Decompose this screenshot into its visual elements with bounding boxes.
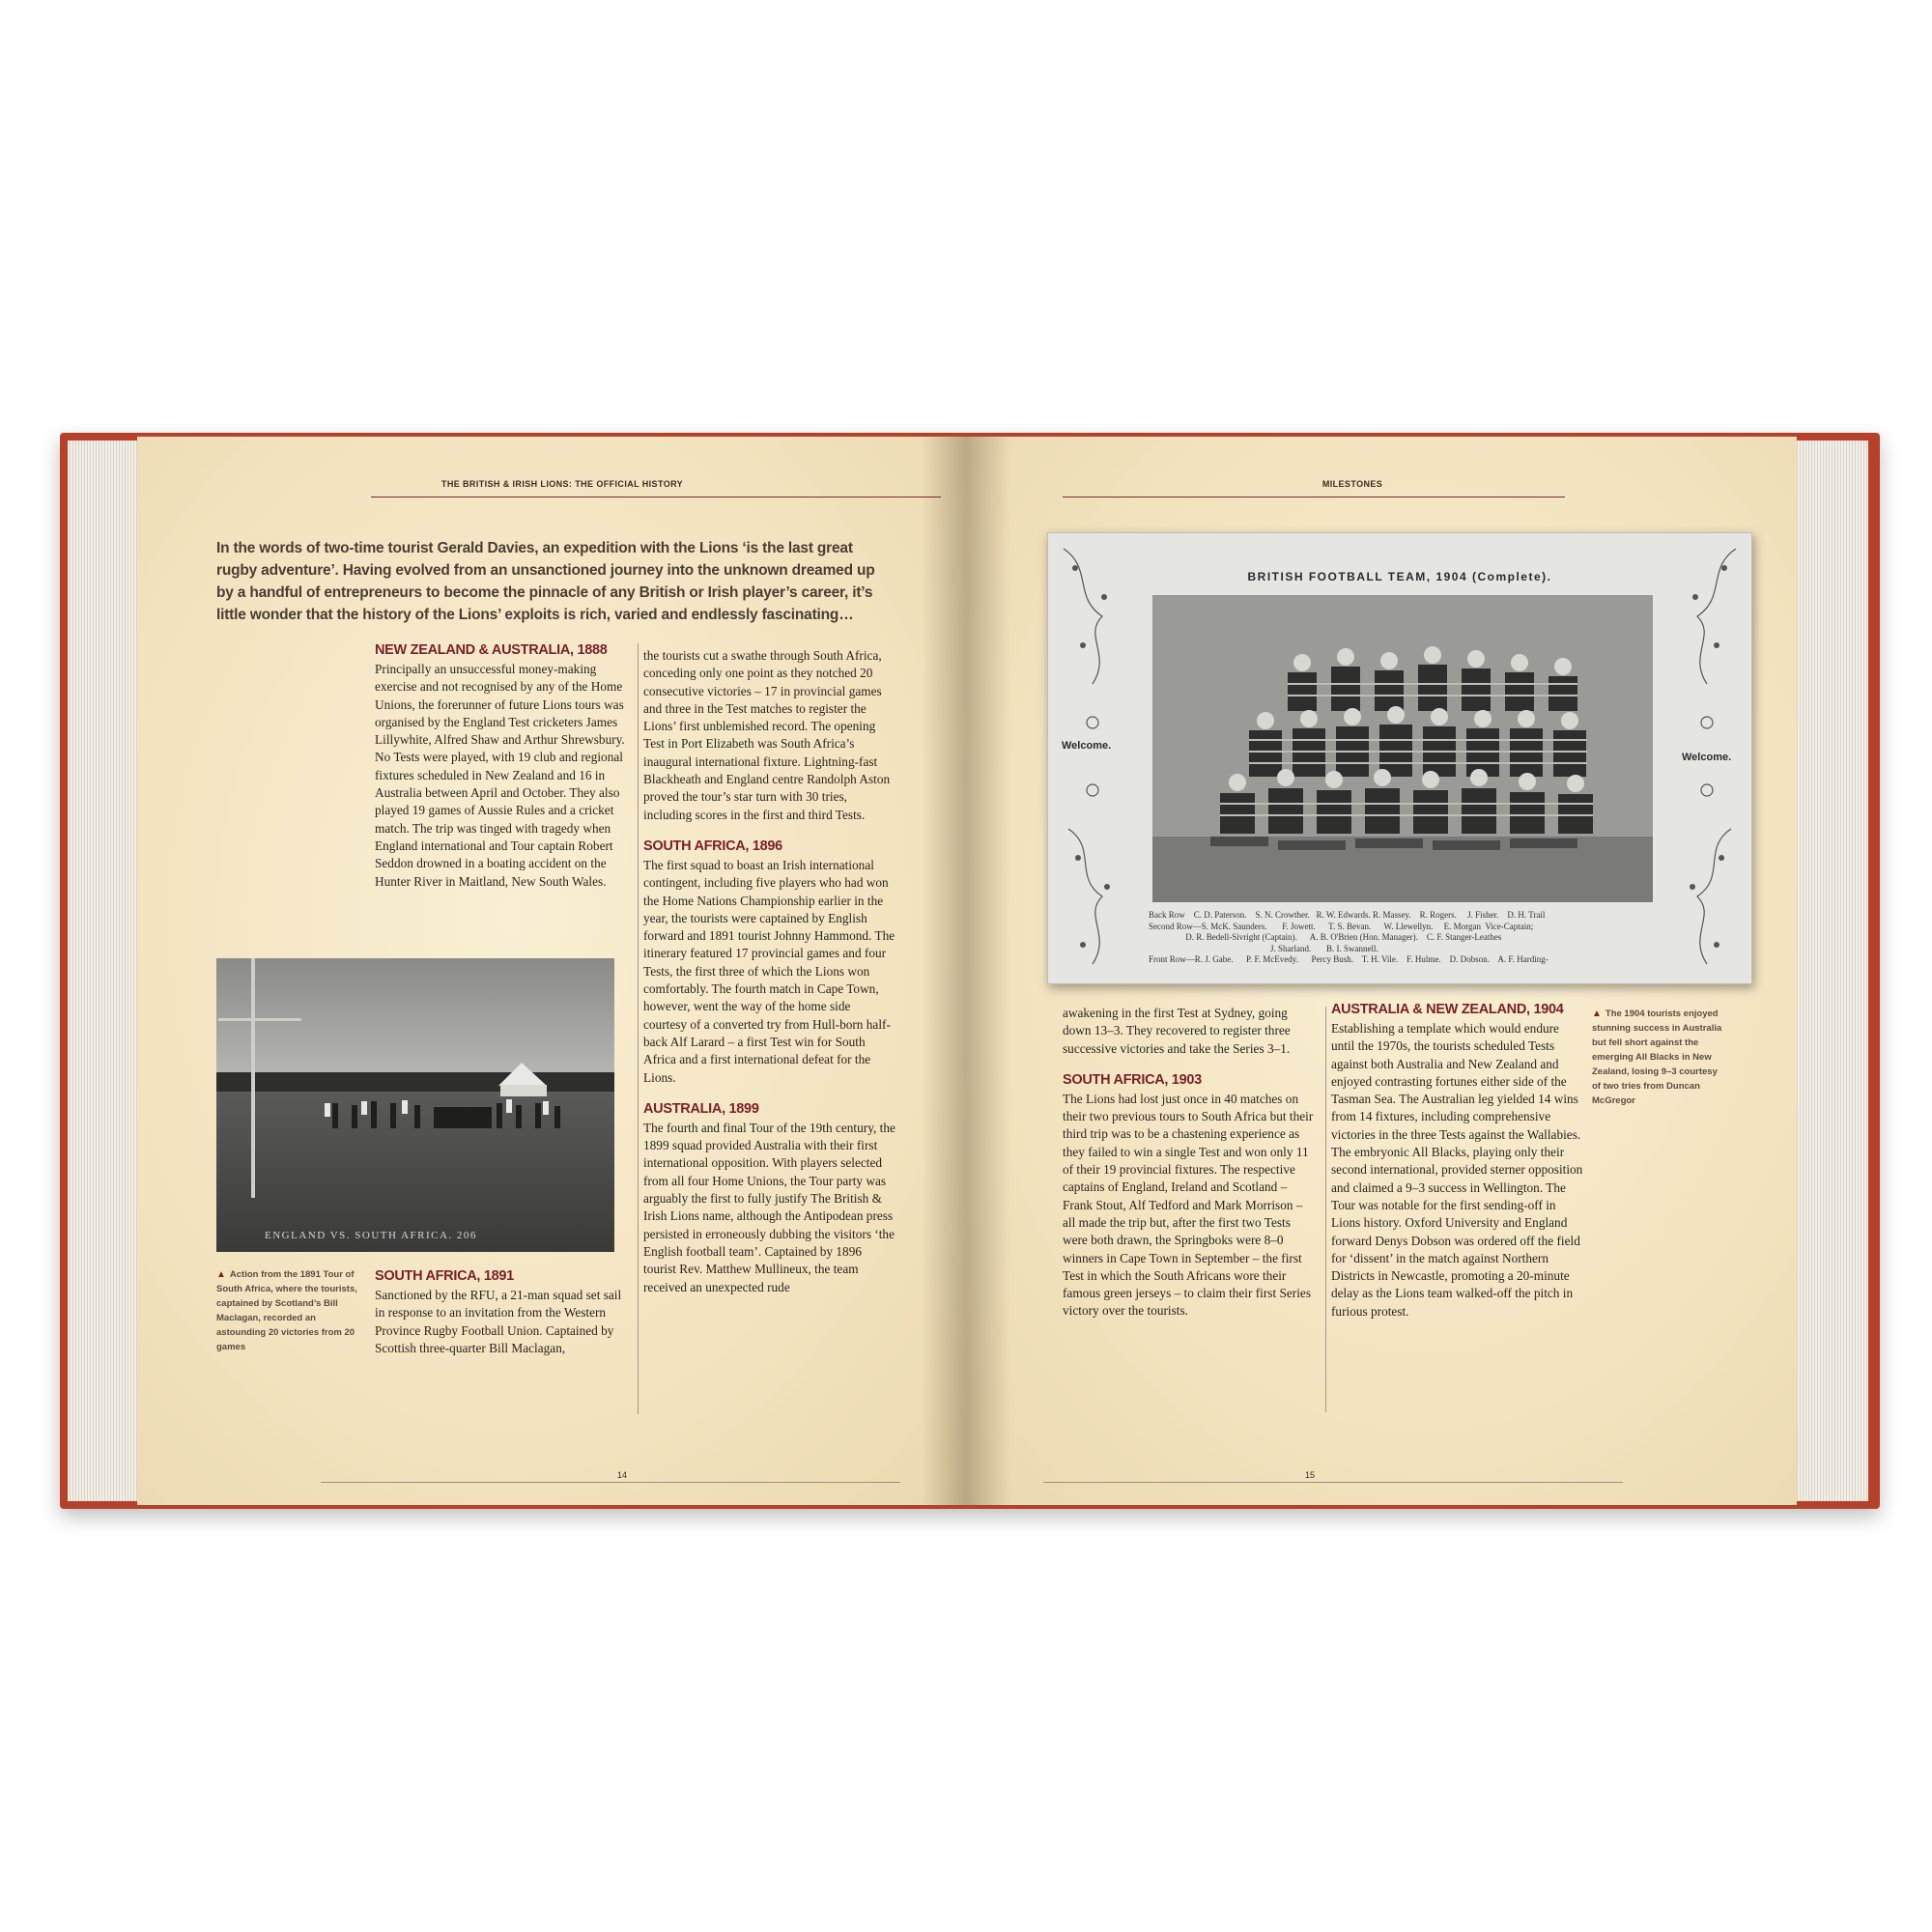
team-photo-art [1152,595,1653,902]
body-south-africa-1903: The Lions had lost just once in 40 matches on their two previous tours to South Africa but their third trip was to be a chastening experience as they failed to win a single Test and won only 11 of their 19 provincial fixtures. The respective captains of England, Ireland and Scotland – Frank Stout, Alf Tedford and Mark Morrison – all made the trip but, after the first two Tests were both drawn, the Springboks were 8–0 winners in Cape Town in September – the first Test in which the South Africans wore their famous green jerseys – to claim their first Series victory over the tourists. [1063,1091,1314,1319]
heading-south-africa-1896: SOUTH AFRICA, 1896 [643,838,782,854]
left-page [137,437,966,1505]
body-nz-australia-1888: Principally an unsuccessful money-making exercise and not recognised by any of the Home Unions, the forerunner of future Lions tours was organised by the England Test cricketers James Lillywhite, Alfred Shaw and Arthur Shrewsbury. No Tests were played, with 19 club and regional fixtures scheduled in New Zealand and 16 in Australia between April and October. They also played 19 games of Aussie Rules and a cricket match. The trip was tinged with tragedy when England international and Tour captain Robert Seddon drowned in a boating accident on the Hunter River in Maitland, New South Wales. [375,662,625,889]
footer-rule-right [1043,1482,1623,1483]
running-head-right: MILESTONES [1321,479,1383,489]
ornament-left-icon [1054,539,1131,974]
page-edges-right [1789,440,1868,1501]
photo-inscription: ENGLAND VS. SOUTH AFRICA. 206 [265,1230,477,1241]
caption-arrow-icon: ▲ [216,1269,226,1280]
column-divider-right [1325,1007,1326,1412]
body-south-africa-1891: Sanctioned by the RFU, a 21-man squad set sail in response to an invitation from the Western Province Rugby Football Union. Captained by Scottish three-quarter Bill Maclagan, [375,1288,622,1355]
caption-arrow-icon-right: ▲ [1592,1009,1602,1019]
left-column-2 [643,647,896,1296]
heading-south-africa-1903: SOUTH AFRICA, 1903 [1063,1071,1202,1088]
body-australia-nz-1904: Establishing a template which would endure until the 1970s, the tourists scheduled Tests against both Australia and New Zealand and enjoyed contrasting fortunes either side of the Tasman Sea. The Australian leg yielded 14 wins from 14 fixtures, including comprehensive victories in the three Tests against the Wallabies. The embryonic All Blacks, playing only their second international, provided sterner opposition and claimed a 9–3 success in Wellington. The Tour was notable for the first sending-off in Lions history. Oxford University and England forward Denys Dobson was ordered off the field for ‘dissent’ in the match against Northern Districts in Newcastle, promoting a 20-minute delay as the Lions team walked-off the pitch in furious protest. [1331,1021,1583,1319]
welcome-right: Welcome. [1682,752,1732,763]
body-south-africa-1896: The first squad to boast an Irish international contingent, including five players who had won the Home Nations Championship earlier in the year, the tourists were captained by English forward and 1891 tourist Johnny Hammond. The itinerary featured 17 provincial games and four Tests, the first three of which the Lions won comfortably. The fourth match in Cape Town, however, went the way of the home side courtesy of a converted try from Hull-born half-back Alf Larard – a first Test win for South Africa and a first international defeat for the Lions. [643,857,895,1085]
body-continued-1899: awakening in the first Test at Sydney, going down 13–3. They recovered to register three successive victories and take the Series 3–1. [1063,1006,1291,1056]
page-number-right: 15 [1304,1470,1315,1480]
caption-1891: ▲ Action from the 1891 Tour of South Africa, where the tourists, captained by Scotland’s Bill Maclagan, recorded an astounding 20 victories from 20 games [216,1269,357,1352]
caption-1904: ▲ The 1904 tourists enjoyed stunning success in Australia but fell short against the emerging All Blacks in New Zealand, losing 9–3 courtesy of two tries from Duncan McGregor [1592,1009,1722,1106]
footer-rule-left [321,1482,900,1483]
welcome-left: Welcome. [1062,740,1112,752]
match-photo-art [216,958,614,1252]
heading-australia-nz-1904: AUSTRALIA & NEW ZEALAND, 1904 [1331,1002,1564,1017]
page-number-left: 14 [616,1470,627,1480]
team-photo-card [1047,532,1752,984]
page-edges-left [68,440,145,1501]
body-continued-1891: the tourists cut a swathe through South Africa, conceding only one point as they notched 20 consecutive victories – 17 in provincial games and three in the Test matches to register the Lions’ first unblemished record. The opening Test in Port Elizabeth was South Africa’s inaugural international fixture. Lightning-fast Blackheath and England centre Randolph Aston proved the tour’s star turn with 30 tries, including scores in the first and third Tests. [643,648,891,822]
intro-paragraph: In the words of two-time tourist Gerald Davies, an expedition with the Lions ‘is the last great rugby adventure’. Having evolved from an unsanctioned journey into the unknown dreamed up by a handful of entrepreneurs to become the pinnacle of any British or Irish player’s career, it’s little wonder that the history of the Lions’ exploits is rich, varied and endlessly fascinating… [216,540,875,623]
heading-australia-1899: AUSTRALIA, 1899 [643,1100,759,1117]
team-card-title: BRITISH FOOTBALL TEAM, 1904 (Complete). [1247,570,1552,583]
left-column-1b [375,1267,628,1357]
gutter-shadow-right [966,437,1010,1505]
team-photo-1904 [1152,595,1653,902]
body-australia-1899: The fourth and final Tour of the 19th century, the 1899 squad provided Australia with their first international opposition. With players selected from all four Home Unions, the Tour party was arguably the first to fully justify The British & Irish Lions name, although the Antipodean press persisted in erroneously dubbing the visitors ‘the English football team’. Captained by 1896 tourist Rev. Matthew Mullineux, the team received an unexpected rude [643,1120,895,1294]
right-page [966,437,1797,1505]
team-names: Back Row C. D. Paterson. S. N. Crowther. R. W. Edwards. R. Massey. R. Rogers. J. Fisher. D. H. Trail Second Row—S. McK. Saunders. F. Jowett. T. S. Bevan. W. Llewellyn. E. Morgan Vice-Captain; D. R. Bedell-Sivright (Captain). A. B. O'Brien (Hon. Manager). C. F. Stanger-Leathes J. Sharland. B. I. Swannell. Front Row—R. J. Gabe. P. F. McEvedy. Percy Bush. T. H. Vile. F. Hulme. D. Dobson. A. F. Harding- [1149,910,1548,964]
heading-nz-australia-1888: NEW ZEALAND & AUSTRALIA, 1888 [375,642,608,658]
column-divider-left [638,643,639,1414]
right-column-1 [1063,1005,1316,1321]
right-column-2 [1331,1001,1584,1321]
running-head-left: THE BRITISH & IRISH LIONS: THE OFFICIAL HISTORY [440,479,684,489]
gutter-shadow-left [922,437,966,1505]
match-photo-1891 [216,958,614,1252]
left-column-1 [375,641,628,891]
heading-south-africa-1891: SOUTH AFRICA, 1891 [375,1268,514,1284]
